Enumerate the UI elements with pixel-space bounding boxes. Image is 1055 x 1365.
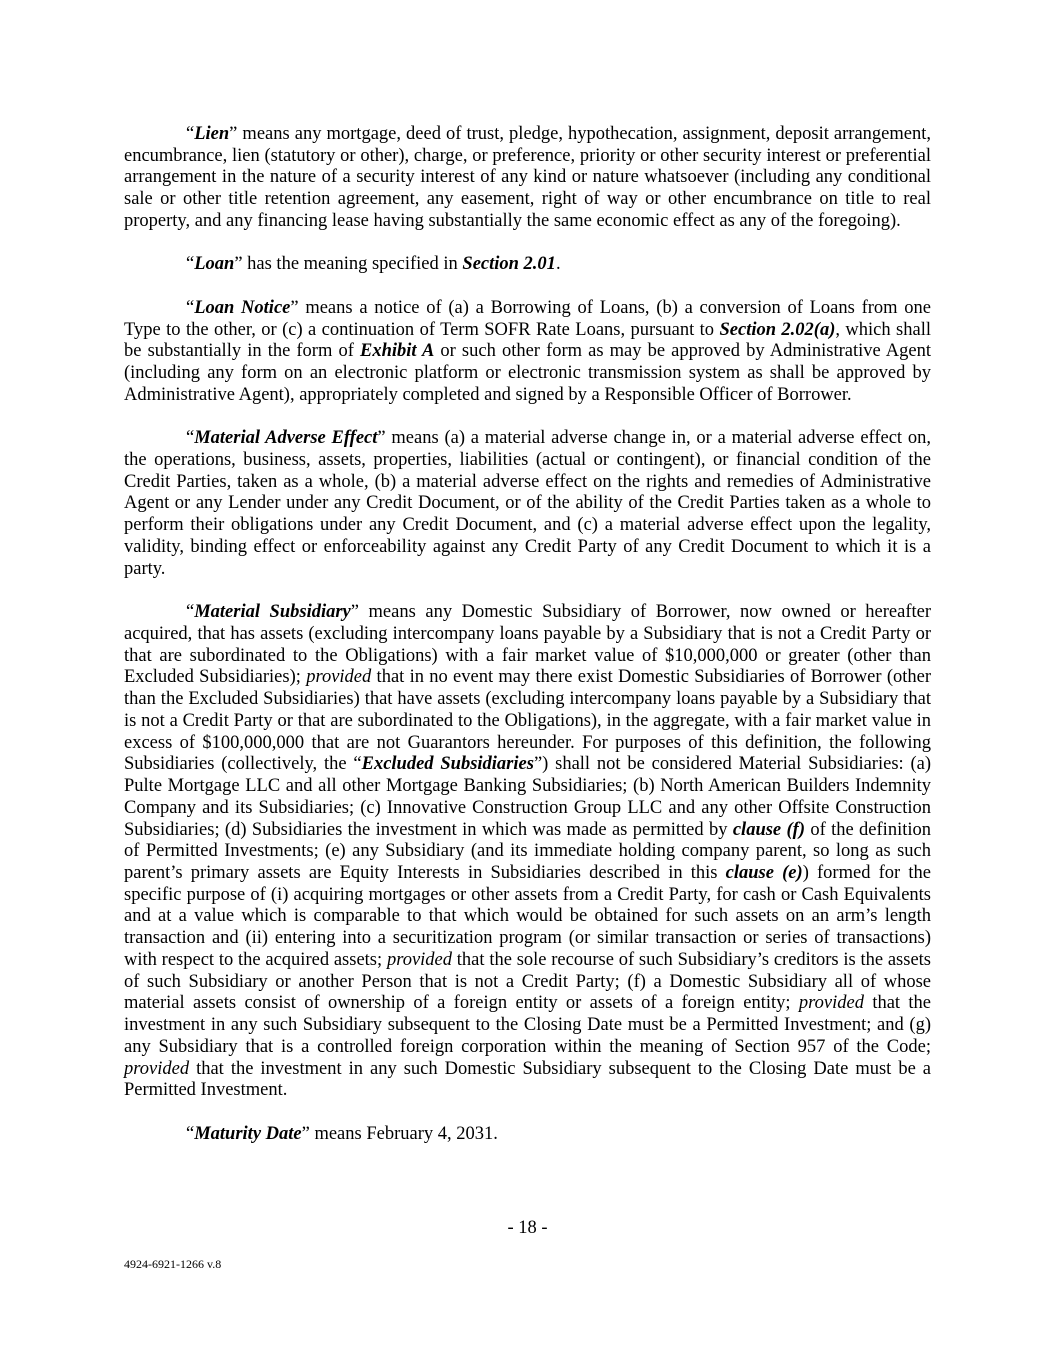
definition-text: ” means (a) a material adverse change in, or a material adverse effect on, the operations, business, assets, properties, liabilities (actual or contingent), or financial condition of the Credit Parties, taken as a whole, (b) a material adverse effect on the rights and remedies of Administrative Agent or any Lender under any Credit Document, or of the ability of the Credit Parties taken as a whole to perform their obligations under any Credit Document, and (c) a material adverse effect upon the legality, validity, binding effect or enforceability against any Credit Party of any Credit Document to which it is a party. <box>124 428 931 579</box>
defined-term: Loan Notice <box>194 297 291 318</box>
definition-text: of the definition of Permitted Investments; (e) any Subsidiary (and its immediate holding company parent, so long as such parent’s primary assets are Equity Interests in Subsidiaries described in this <box>124 819 931 883</box>
open-quote: “ <box>186 254 195 275</box>
definition-text: , which shall be substantially in the form of <box>124 319 932 362</box>
definition-text: or such other form as may be approved by Administrative Agent (including any form on an electronic platform or electronic transmission system as shall be approved by Administrative Agent), appropriately completed and signed by a Responsible Officer of Borrower. <box>124 341 931 405</box>
definition-text: that in no event may there exist Domestic Subsidiaries of Borrower (other than the Excluded Subsidiaries) that have assets (excluding intercompany loans payable by a Subsidiary that is not a Credit Party or that are subordinated to the Obligations), in the aggregate, with a fair market value in excess of $100,000,000 that are not Guarantors hereunder. For purposes of this definition, the following Subsidiaries (collectively, the “ <box>124 667 931 775</box>
definition-material-subsidiary <box>124 602 931 1102</box>
open-quote: “ <box>186 1123 195 1144</box>
definition-text: ” means any mortgage, deed of trust, pledge, hypothecation, assignment, deposit arrangement, encumbrance, lien (statutory or other), charge, or preference, priority or other security interest or preferential arrangement in the nature of a security interest of any kind or nature whatsoever (including any conditional sale or other title retention agreement, any easement, right of way or other encumbrance on title to real property, and any financing lease having substantially the same economic effect as any of the foregoing). <box>124 124 931 231</box>
proviso-emphasis: provided <box>798 993 864 1014</box>
definition-text: ) formed for the specific purpose of (i) acquiring mortgages or other assets from a Credit Party, for cash or Cash Equivalents and at a value which is comparable to that which would be obtained for such assets on an arm’s length transaction and (ii) entering into a securitization program (or similar transaction or series of transactions) with respect to the acquired assets; <box>124 862 931 970</box>
definition-loan <box>124 254 931 276</box>
open-quote: “ <box>186 428 195 449</box>
defined-term: Material Adverse Effect <box>194 428 378 449</box>
definition-material-adverse-effect <box>124 428 931 580</box>
open-quote: “ <box>186 602 195 623</box>
defined-term: Material Subsidiary <box>194 602 351 623</box>
proviso-emphasis: provided <box>306 667 372 688</box>
defined-term: Lien <box>194 124 230 144</box>
definition-text: ” means any Domestic Subsidiary of Borrower, now owned or hereafter acquired, that has assets (excluding intercompany loans payable by a Subsidiary that is not a Credit Party or that are subordinated to the Obligations) with a fair market value of $10,000,000 or greater (other than Excluded Subsidiaries); <box>124 602 932 688</box>
proviso-emphasis: provided <box>124 1058 190 1079</box>
definition-text: . <box>555 254 561 275</box>
defined-term: Loan <box>194 254 235 275</box>
definition-loan-notice <box>124 298 931 407</box>
exhibit-reference: Exhibit A <box>360 341 435 362</box>
document-id: 4924-6921-1266 v.8 <box>124 1257 222 1271</box>
clause-reference: clause (f) <box>732 819 805 840</box>
definition-text: ” has the meaning specified in <box>234 254 463 275</box>
definition-text: ” means February 4, 2031. <box>301 1123 498 1144</box>
defined-term: Excluded Subsidiaries <box>361 754 534 775</box>
clause-reference: clause (e) <box>725 862 803 883</box>
defined-term: Maturity Date <box>194 1123 302 1144</box>
definition-text: ” means a notice of (a) a Borrowing of Loans, (b) a conversion of Loans from one Type to the other, or (c) a continuation of Term SOFR Rate Loans, pursuant to <box>124 297 931 340</box>
definition-text: that the investment in any such Domestic Subsidiary subsequent to the Closing Date must be a Permitted Investment. <box>124 1058 931 1101</box>
open-quote: “ <box>186 124 195 144</box>
definition-text: that the sole recourse of such Subsidiary’s creditors is the assets of such Subsidiary or another Person that is not a Credit Party; (f) a Domestic Subsidiary all of whose material assets consist of ownership of a foreign entity or assets of a foreign entity; <box>124 949 932 1014</box>
definition-maturity-date <box>124 1124 931 1146</box>
proviso-emphasis: provided <box>386 949 453 970</box>
section-reference: Section 2.02(a) <box>719 319 836 340</box>
definitions-section <box>124 124 931 1167</box>
open-quote: “ <box>186 297 195 318</box>
section-reference: Section 2.01 <box>462 254 556 275</box>
definition-lien <box>124 124 931 233</box>
definition-text: ”) shall not be considered Material Subsidiaries: (a) Pulte Mortgage LLC and all other Mortgage Banking Subsidiaries; (b) North American Builders Indemnity Company and its Subsidiaries; (c) Innovative Construction Group LLC and any other Offsite Construction Subsidiaries; (d) Subsidiaries the investment in which was made as permitted by <box>124 754 932 840</box>
definition-text: that the investment in any such Subsidiary subsequent to the Closing Date must be a Permitted Investment; and (g) any Subsidiary that is a controlled foreign corporation within the meaning of Section 957 of the Code; <box>124 993 932 1057</box>
page-number: - 18 - <box>507 1218 548 1238</box>
